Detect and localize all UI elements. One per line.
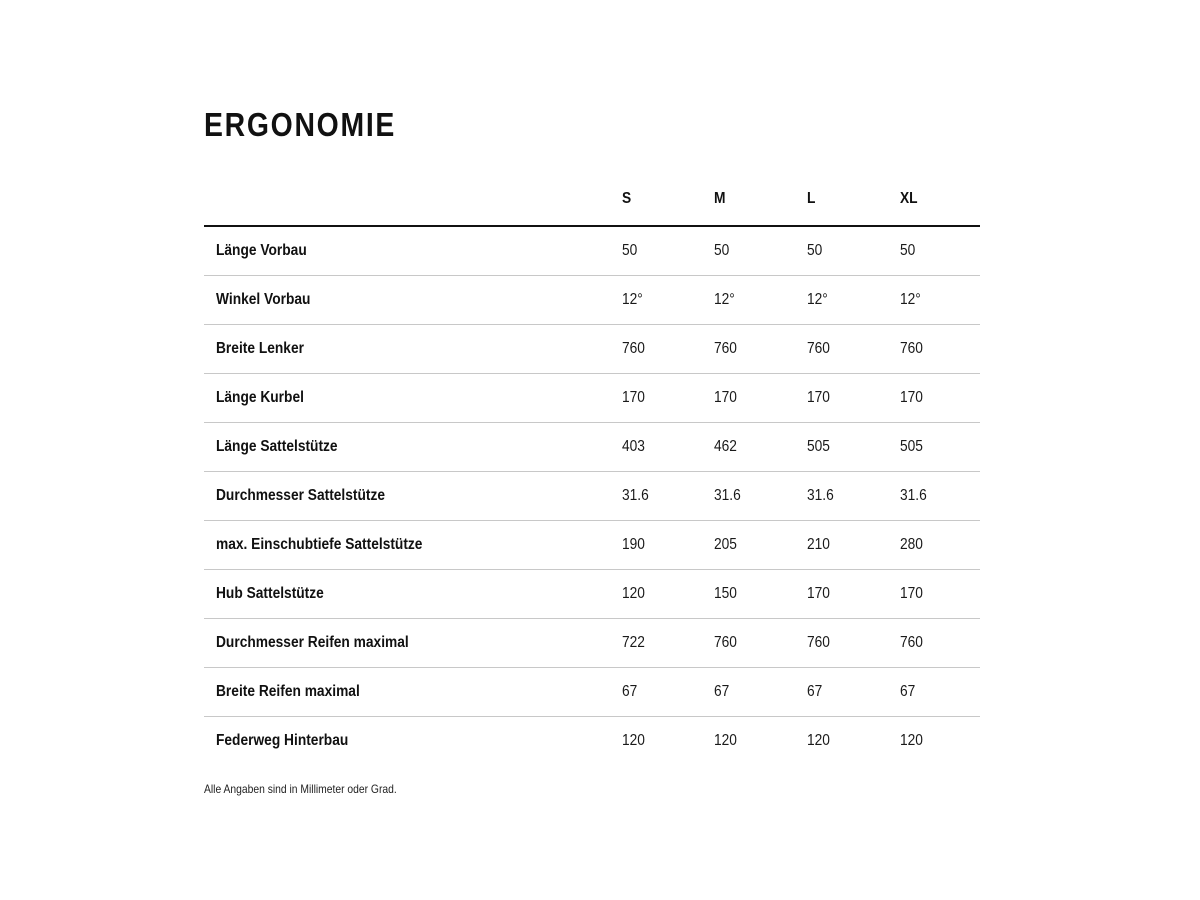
row-value-m: 205 bbox=[714, 536, 737, 553]
table-row bbox=[204, 276, 980, 325]
table-header bbox=[204, 176, 980, 227]
row-value-xl: 120 bbox=[900, 732, 923, 749]
row-value-m: 760 bbox=[714, 634, 737, 651]
row-value-l: 210 bbox=[807, 536, 830, 553]
table-row bbox=[204, 374, 980, 423]
table-row bbox=[204, 423, 980, 472]
row-value-xl: 12° bbox=[900, 291, 921, 308]
row-label: max. Einschubtiefe Sattelstütze bbox=[216, 536, 423, 553]
row-value-l: 50 bbox=[807, 242, 823, 259]
row-value-xl: 760 bbox=[900, 340, 923, 357]
row-value-xl: 505 bbox=[900, 438, 923, 455]
row-label: Durchmesser Reifen maximal bbox=[216, 634, 409, 651]
row-value-s: 31.6 bbox=[622, 487, 649, 504]
row-value-l: 760 bbox=[807, 634, 830, 651]
row-value-m: 31.6 bbox=[714, 487, 741, 504]
row-value-l: 760 bbox=[807, 340, 830, 357]
table-row bbox=[204, 521, 980, 570]
table-row bbox=[204, 325, 980, 374]
row-value-xl: 31.6 bbox=[900, 487, 927, 504]
row-value-l: 12° bbox=[807, 291, 828, 308]
ergonomics-table bbox=[204, 176, 980, 765]
column-header-m: M bbox=[714, 189, 726, 207]
row-value-xl: 280 bbox=[900, 536, 923, 553]
row-label: Winkel Vorbau bbox=[216, 291, 311, 308]
row-label: Hub Sattelstütze bbox=[216, 585, 324, 602]
row-value-l: 31.6 bbox=[807, 487, 834, 504]
row-value-xl: 170 bbox=[900, 585, 923, 602]
row-value-l: 67 bbox=[807, 683, 823, 700]
column-header-s: S bbox=[622, 189, 632, 207]
row-label: Länge Kurbel bbox=[216, 389, 304, 406]
row-value-s: 12° bbox=[622, 291, 643, 308]
row-value-s: 190 bbox=[622, 536, 645, 553]
row-value-m: 120 bbox=[714, 732, 737, 749]
row-value-m: 50 bbox=[714, 242, 730, 259]
row-value-xl: 50 bbox=[900, 242, 916, 259]
row-value-s: 120 bbox=[622, 732, 645, 749]
row-value-xl: 170 bbox=[900, 389, 923, 406]
row-value-m: 150 bbox=[714, 585, 737, 602]
row-value-s: 403 bbox=[622, 438, 645, 455]
column-header-xl: XL bbox=[900, 189, 918, 207]
units-footnote: Alle Angaben sind in Millimeter oder Grad. bbox=[204, 782, 397, 796]
row-value-xl: 67 bbox=[900, 683, 916, 700]
row-value-m: 67 bbox=[714, 683, 730, 700]
row-label: Durchmesser Sattelstütze bbox=[216, 487, 386, 504]
row-value-m: 12° bbox=[714, 291, 735, 308]
row-value-m: 462 bbox=[714, 438, 737, 455]
table-row bbox=[204, 668, 980, 717]
row-value-m: 170 bbox=[714, 389, 737, 406]
row-value-l: 170 bbox=[807, 389, 830, 406]
column-header-l: L bbox=[807, 189, 816, 207]
row-value-l: 505 bbox=[807, 438, 830, 455]
table-body bbox=[204, 227, 980, 765]
row-value-l: 170 bbox=[807, 585, 830, 602]
row-value-s: 50 bbox=[622, 242, 638, 259]
row-value-s: 170 bbox=[622, 389, 645, 406]
row-label: Länge Sattelstütze bbox=[216, 438, 338, 455]
row-value-xl: 760 bbox=[900, 634, 923, 651]
row-label: Länge Vorbau bbox=[216, 242, 307, 259]
row-label: Breite Lenker bbox=[216, 340, 304, 357]
row-value-s: 67 bbox=[622, 683, 638, 700]
row-value-l: 120 bbox=[807, 732, 830, 749]
row-label: Breite Reifen maximal bbox=[216, 683, 360, 700]
row-value-s: 722 bbox=[622, 634, 645, 651]
section-title: ERGONOMIE bbox=[204, 106, 397, 143]
table-row bbox=[204, 227, 980, 276]
row-label: Federweg Hinterbau bbox=[216, 732, 349, 749]
row-value-s: 760 bbox=[622, 340, 645, 357]
row-value-m: 760 bbox=[714, 340, 737, 357]
row-value-s: 120 bbox=[622, 585, 645, 602]
table-row bbox=[204, 717, 980, 765]
table-row bbox=[204, 472, 980, 521]
table-row bbox=[204, 619, 980, 668]
table-row bbox=[204, 570, 980, 619]
